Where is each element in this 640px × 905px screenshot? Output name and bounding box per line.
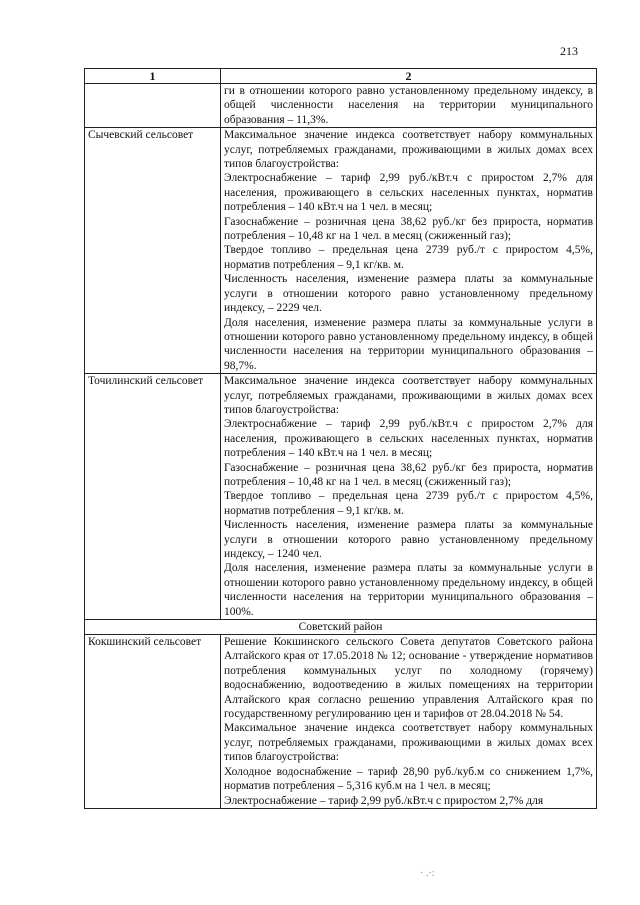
- table-row: [85, 374, 597, 620]
- paragraph: ги в отношении которого равно установленному предельному индексу, в общей численности населения на территории муниципального образования – 11,3%.: [224, 85, 593, 126]
- table-row: [85, 84, 597, 128]
- paragraph: Численность населения, изменение размера платы за коммунальные услуги в отношении которого равно установленному предельному индексу, – 2229 чел.: [224, 273, 593, 315]
- paragraph: Электроснабжение – тариф 2,99 руб./кВт.ч с приростом 2,7% для: [224, 794, 544, 807]
- paragraph: Максимальное значение индекса соответствует набору коммунальных услуг, потребляемых гражданами, проживающими в жилых домах всех типов благоустройства:: [224, 722, 593, 764]
- paragraph: Доля населения, изменение размера платы за коммунальные услуги в отношении которого равно установленному предельному индексу, в общей численности населения на территории муниципального образования – 98,7%.: [224, 316, 593, 372]
- table-row: [85, 635, 597, 809]
- paragraph: Численность населения, изменение размера платы за коммунальные услуги в отношении которого равно установленному предельному индексу, – 1240 чел.: [224, 519, 593, 560]
- paragraph: Электроснабжение – тариф 2,99 руб./кВт.ч с приростом 2,7% для населения, проживающего в сельских населенных пунктах, норматив потребления – 140 кВт.ч на 1 чел. в месяц;: [224, 172, 593, 214]
- paragraph: Максимальное значение индекса соответствует набору коммунальных услуг, потребляемых гражданами, проживающими в жилых домах всех типов благоустройства:: [224, 375, 593, 416]
- paragraph: Решение Кокшинского сельского Совета депутатов Советского района Алтайского края от 17.05.2018 № 12; основание - утверждение нормативов потребления коммунальных услуг по холодному (горячему) водоснабжению, водоотведению в жилых помещениях на территории Алтайского края согласно решению управления Алтайского края по государственному регулированию цен и тарифов от 28.04.2018 № 54.: [224, 636, 593, 721]
- page-number: 213: [560, 44, 578, 58]
- paragraph: Холодное водоснабжение – тариф 28,90 руб./куб.м со снижением 1,7%, норматив потребления – 5,316 куб.м на 1 чел. в месяц;: [224, 765, 593, 793]
- column-header-2: 2: [221, 69, 597, 84]
- description-cell: [221, 374, 597, 620]
- district-heading: Советский район: [85, 620, 597, 635]
- settlement-name-cell: Кокшинский сельсовет: [85, 635, 221, 809]
- settlement-name-cell: Сычевский сельсовет: [85, 128, 221, 374]
- settlement-name-cell: Точилинский сельсовет: [85, 374, 221, 620]
- paragraph: Твердое топливо – предельная цена 2739 руб./т с приростом 4,5%, норматив потребления – 9,1 кг/кв. м.: [224, 490, 593, 517]
- settlement-name-cell: [85, 84, 221, 128]
- paragraph: Максимальное значение индекса соответствует набору коммунальных услуг, потребляемых гражданами, проживающими в жилых домах всех типов благоустройства:: [224, 129, 593, 171]
- description-cell: [221, 84, 597, 128]
- paragraph: Газоснабжение – розничная цена 38,62 руб./кг без прироста, норматив потребления – 10,48 кг на 1 чел. в месяц (сжиженный газ);: [224, 215, 593, 243]
- table-row: [85, 128, 597, 374]
- paragraph: Газоснабжение – розничная цена 38,62 руб./кг без прироста, норматив потребления – 10,48 кг на 1 чел. в месяц (сжиженный газ);: [224, 461, 593, 488]
- description-cell: [221, 128, 597, 374]
- district-row: [85, 620, 597, 635]
- header-row: [85, 69, 597, 84]
- document-table: [84, 68, 597, 809]
- scan-speck: · .·:: [420, 868, 435, 879]
- paragraph: Доля населения, изменение размера платы за коммунальные услуги в отношении которого равно установленному предельному индексу, в общей численности населения на территории муниципального образования – 100%.: [224, 562, 593, 618]
- column-header-1: 1: [85, 69, 221, 84]
- paragraph: Твердое топливо – предельная цена 2739 руб./т с приростом 4,5%, норматив потребления – 9,1 кг/кв. м.: [224, 244, 593, 271]
- paragraph: Электроснабжение – тариф 2,99 руб./кВт.ч с приростом 2,7% для населения, проживающего в сельских населенных пунктах, норматив потребления – 140 кВт.ч на 1 чел. в месяц;: [224, 418, 593, 460]
- description-cell: [221, 635, 597, 809]
